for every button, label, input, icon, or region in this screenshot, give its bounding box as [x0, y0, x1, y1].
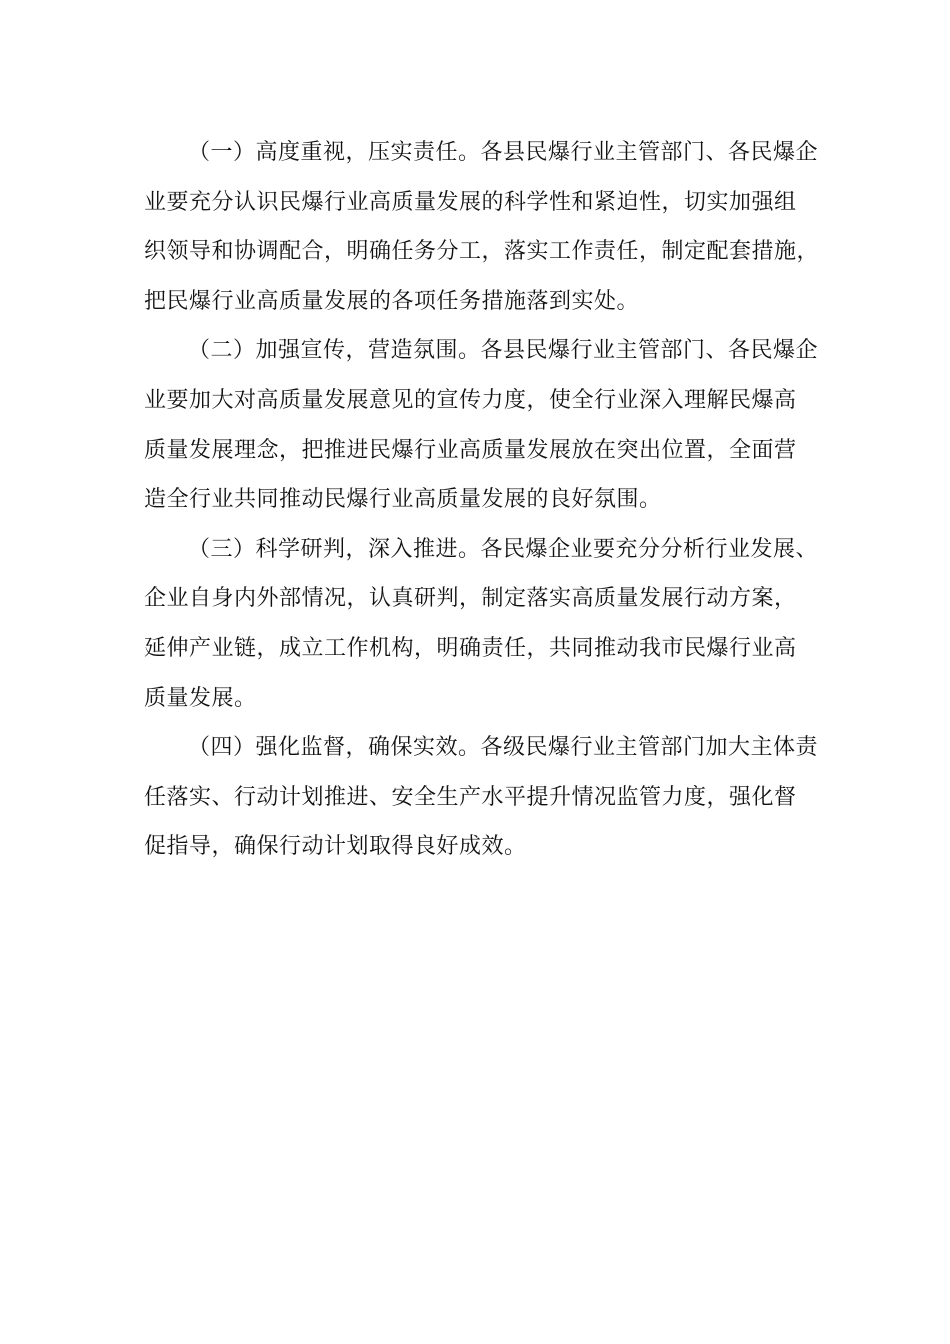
- paragraph-2: [144, 326, 834, 524]
- paragraph-1: [144, 128, 834, 326]
- paragraph-line: （一）高度重视，压实责任。各县民爆行业主管部门、各民爆企: [188, 140, 819, 165]
- paragraph-line: 质量发展。: [144, 685, 257, 711]
- paragraph-line: 质量发展理念，把推进民爆行业高质量发展放在突出位置，全面营: [144, 437, 797, 463]
- paragraph-4: [144, 723, 834, 872]
- paragraph-line: 促指导，确保行动计划取得良好成效。: [144, 834, 527, 860]
- paragraph-line: 织领导和协调配合，明确任务分工，落实工作责任，制定配套措施，: [144, 239, 820, 265]
- paragraph-3: [144, 525, 834, 723]
- paragraph-line: 把民爆行业高质量发展的各项任务措施落到实处。: [144, 288, 640, 314]
- paragraph-line: 业要加大对高质量发展意见的宣传力度，使全行业深入理解民爆高: [144, 387, 797, 413]
- document-body: [144, 128, 834, 872]
- paragraph-line: （二）加强宣传，营造氛围。各县民爆行业主管部门、各民爆企: [188, 338, 819, 364]
- paragraph-line: （三）科学研判，深入推进。各民爆企业要充分分析行业发展、: [188, 536, 819, 562]
- paragraph-line: 延伸产业链，成立工作机构，明确责任，共同推动我市民爆行业高: [144, 635, 797, 661]
- paragraph-line: 企业自身内外部情况，认真研判，制定落实高质量发展行动方案，: [144, 586, 797, 612]
- paragraph-line: 造全行业共同推动民爆行业高质量发展的良好氛围。: [144, 487, 662, 513]
- paragraph-line: 业要充分认识民爆行业高质量发展的科学性和紧迫性，切实加强组: [144, 189, 797, 215]
- paragraph-line: （四）强化监督，确保实效。各级民爆行业主管部门加大主体责: [188, 735, 819, 761]
- paragraph-line: 任落实、行动计划推进、安全生产水平提升情况监管力度，强化督: [144, 784, 797, 810]
